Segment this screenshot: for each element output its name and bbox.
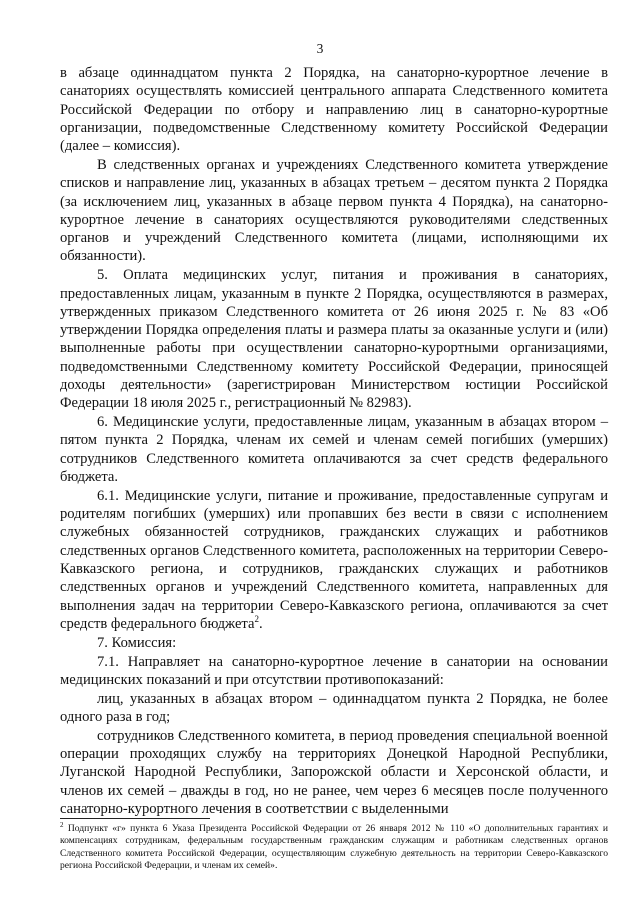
footnote	[60, 820, 608, 873]
paragraph: в абзаце одиннадцатом пункта 2 Порядка, на санаторно-курортное лечение в санаториях осуществлять комиссией центрального аппарата Следственного комитета Российской Федерации по отбору и направлению лиц в санаторно-курортные организации, подведомственные Следственному комитету Российской Федерации (далее – комиссия).	[60, 65, 608, 155]
footnote-reference: 2	[254, 614, 259, 625]
paragraph-text: 6.1. Медицинские услуги, питание и проживание, предоставленные супругам и родителям погибших (умерших) или пропавших без вести в связи с исполнением служебных обязанностей сотрудников, гражданских служащих и работников следственных органов Следственного комитета, расположенных на территории Северо-Кавказского региона, и сотрудников, гражданских служащих и работников следственных органов и учреждений Следственного комитета, направленных для выполнения задач на территории Северо-Кавказского региона, оплачиваются за счет средств федерального бюджета	[60, 487, 608, 632]
footnote-separator	[60, 818, 210, 819]
paragraph: 5. Оплата медицинских услуг, питания и проживания в санаториях, предоставленных лицам, указанным в пункте 2 Порядка, осуществляются в размерах, утвержденных приказом Следственного комитета от 26 июня 2025 г. № 83 «Об утверждении Порядка определения платы и размера платы за оказанные услуги и (или) выполненные работы при осуществлении санаторно-курортными организациями, подведомственными Следственному комитету Российской Федерации, приносящей доходы деятельности» (зарегистрирован Министерством юстиции Российской Федерации 18 июля 2025 г., регистрационный № 82983).	[60, 267, 608, 412]
paragraph: сотрудников Следственного комитета, в период проведения специальной военной операции проходящих службу на территориях Донецкой Народной Республики, Луганской Народной Республики, Запорожской области и Херсонской области, и членов их семей – дважды в год, но не ранее, чем через 6 месяцев после полученного санаторно-курортного лечения в соответствии с выделенными	[60, 727, 608, 817]
page-number: 3	[316, 41, 324, 56]
paragraph: В следственных органах и учреждениях Следственного комитета утверждение списков и направление лиц, указанных в абзацах третьем – десятом пункта 2 Порядка (за исключением лиц, указанных в абзаце первом пункта 4 Порядка), на санаторно-курортное лечение в санаториях осуществляются руководителями следственных органов и учреждений Следственного комитета (лицами, исполняющими их обязанности).	[60, 156, 608, 265]
paragraph-tail: .	[258, 615, 263, 632]
paragraph: 7.1. Направляет на санаторно-курортное лечение в санатории на основании медицинских показаний и при отсутствии противопоказаний:	[60, 653, 608, 688]
document-body	[60, 64, 608, 818]
footnote-text: Подпункт «г» пункта 6 Указа Президента Российской Федерации от 26 января 2012 № 110 «О дополнительных гарантиях и компенсациях сотрудникам, федеральным государственным гражданским служащим и работникам следственных органов Следственного комитета Российской Федерации, осуществляющим служебную деятельность на территории Северо-Кавказского региона Российской Федерации, и членам их семей».	[60, 823, 608, 872]
paragraph: лиц, указанных в абзацах втором – одиннадцатом пункта 2 Порядка, не более одного раза в год;	[60, 690, 608, 725]
paragraph: 7. Комиссия:	[97, 634, 177, 651]
paragraph: 6. Медицинские услуги, предоставленные лицам, указанным в абзацах втором – пятом пункта 2 Порядка, членам их семей и членам семей погибших (умерших) сотрудников Следственного комитета оплачиваются за счет средств федерального бюджета.	[60, 414, 608, 486]
footnote-mark: 2	[60, 820, 64, 829]
paragraph	[60, 487, 608, 633]
